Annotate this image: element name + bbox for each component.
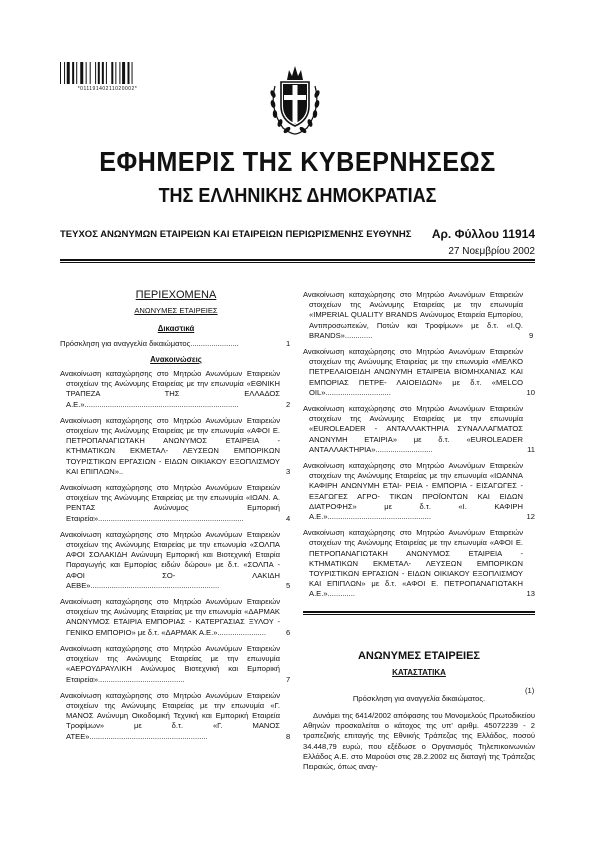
entry-text: Πρόσκληση για αναγγελία δικαιώματος.......................: [60, 338, 239, 348]
entry-text: Ανακοίνωση καταχώρησης στο Μητρώο Ανωνύμων Εταιρειών στοιχείων της Ανώνυμης Εταιρείας με την επωνυμία «Γ. ΜΑΝΟΣ Ανώνυμη Οικοδομική Τεχνική και Εμπορική Εταιρεία Τροφίμων» με δ.τ. «Γ. ΜΑΝΟΣ ΑΤΕΕ»........................................................: [60, 690, 280, 741]
entry-text: Ανακοίνωση καταχώρησης στο Μητρώο Ανωνύμων Εταιρειών στοιχείων της Ανώνυμης Εταιρείας με την επωνυμία «EUROLEADER - ΑΝΤΑΛΛΑΚΤΗΡΙΑ ΣΥΝΑΛΛΑΓΜΑΤΟΣ ΑΝΩΝΥΜΗ ΕΤΑΙΡΙΑ» με δ.τ. «EUROLEADER ΑΝΤΑΛΛΑΚΤΗΡΙΑ»...........................: [303, 404, 523, 454]
entry-text: Ανακοίνωση καταχώρησης στο Μητρώο Ανωνύμων Εταιρειών στοιχείων της Ανώνυμης Εταιρείας με την επωνυμία «ΣΟΛΠΑ ΑΦΟΙ ΣΟΛΑΚΙΔΗ Ανώνυμη Εμπορική και Βιοτεχνική Εταιρία Παραγωγής και Εμπορίας ειδών δώρου» με δ.τ. «ΣΟΛΠΑ - ΑΦΟΙ ΣΟ- ΛΑΚΙΔΗ ΑΕΒΕ».............................................................: [60, 529, 280, 590]
contents-left-column: [60, 290, 292, 748]
section-rule: [303, 611, 535, 613]
right-entries-list: [303, 290, 535, 600]
announcements-heading: Ανακοινώσεις: [150, 354, 202, 364]
contents-heading: ΠΕΡΙΕΧΟΜΕΝΑ: [135, 289, 217, 301]
header-rule-thin: [60, 262, 535, 263]
contents-entry: Ανακοίνωση καταχώρησης στο Μητρώο Ανωνύμων Εταιρειών στοιχείων της Ανώνυμης Εταιρείας με την επωνυμία «Γ. ΜΑΝΟΣ Ανώνυμη Οικοδομική Τεχνική και Εμπορική Εταιρεία Τροφίμων» με δ.τ. «Γ. ΜΑΝΟΣ ΑΤΕΕ»........................................................ 8: [60, 690, 291, 741]
contents-entry: Ανακοίνωση καταχώρησης στο Μητρώο Ανωνύμων Εταιρειών στοιχείων της Ανώνυμης Εταιρείας με την επωνυμία «ΑΦΟΙ Ε. ΠΕΤΡΟΠΑΝΑΓΙΩΤΑΚΗ ΑΝΩΝΥΜΟΣ ΕΤΑΙΡΕΙΑ - ΚΤΗΜΑΤΙΚΩΝ ΕΚΜΕΤΑΛ- ΛΕΥΣΕΩΝ ΕΜΠΟΡΙΚΩΝ ΤΟΥΡΙΣΤΙΚΩΝ ΕΡΓΑΣΙΩΝ - ΕΙΔΩΝ ΟΙΚΙΑΚΟΥ ΕΞΟΠΛΙΣΜΟΥ ΚΑΙ ΕΠΙΠΛΩΝ».. 3: [60, 415, 291, 476]
item-heading: Πρόσκληση για αναγγελία δικαιώματος.: [352, 694, 486, 703]
item-number: (1): [525, 686, 535, 695]
contents-entry: Ανακοίνωση καταχώρησης στο Μητρώο Ανωνύμων Εταιρειών στοιχείων της Ανώνυμης Εταιρείας με την επωνυμία «IMPERIAL QUALITY BRANDS Ανώνυμος Εταιρεία Εμπορίου, Αντιπροσωπειών, Ποτών και Τροφίμων» με δ.τ. «I.Q. BRANDS»............. 9: [303, 290, 534, 340]
entry-text: Ανακοίνωση καταχώρησης στο Μητρώο Ανωνύμων Εταιρειών στοιχείων της Ανώνυμης Εταιρείας με την επωνυμία «IMPERIAL QUALITY BRANDS Ανώνυμος Εταιρεία Εμπορίου, Αντιπροσωπειών, Ποτών και Τροφίμων» με δ.τ. «I.Q. BRANDS».............: [303, 290, 523, 340]
contents-entry: Πρόσκληση για αναγγελία δικαιώματος....................... 1: [60, 338, 291, 348]
section-rule-thin: [303, 614, 535, 615]
judicial-heading: Δικαστικά: [157, 324, 195, 334]
entry-page: 11: [527, 444, 535, 454]
contents-right-column: [303, 290, 535, 606]
entry-page: 10: [526, 387, 535, 397]
issue-line: [60, 229, 535, 241]
subsection-title: ΚΑΤΑΣΤΑΤΙΚΑ: [392, 668, 446, 677]
contents-entry: [303, 347, 535, 398]
issue-type: ΤΕΥΧΟΣ ΑΝΩΝΥΜΩΝ ΕΤΑΙΡΕΙΩΝ ΚΑΙ ΕΤΑΙΡΕΙΩΝ ΠΕΡΙΩΡΙΣΜΕΝΗΣ ΕΥΘΥΝΗΣ: [60, 229, 412, 240]
contents-entry: Ανακοίνωση καταχώρησης στο Μητρώο Ανωνύμων Εταιρειών στοιχείων της Ανώνυμης Εταιρείας με την επωνυμία «ΕΘΝΙΚΗ ΤΡΑΠΕΖΑ ΤΗΣ ΕΛΛΑΔΟΣ Α.Ε.»......................................................................... 2: [60, 369, 291, 409]
publication-date: 27 Νοεμβρίου 2002: [448, 246, 535, 257]
contents-entry: Ανακοίνωση καταχώρησης στο Μητρώο Ανωνύμων Εταιρειών στοιχείων της Ανώνυμης Εταιρείας με την επωνυμία «ΣΟΛΠΑ ΑΦΟΙ ΣΟΛΑΚΙΔΗ Ανώνυμη Εμπορική και Βιοτεχνική Εταιρία Παραγωγής και Εμπορίας ειδών δώρου» με δ.τ. «ΣΟΛΠΑ - ΑΦΟΙ ΣΟ- ΛΑΚΙΔΗ ΑΕΒΕ»............................................................. 5: [60, 529, 291, 590]
contents-entry: Ανακοίνωση καταχώρησης στο Μητρώο Ανωνύμων Εταιρειών στοιχείων της Ανώνυμης Εταιρείας με την επωνυμία «ΑΕΡΟΥΔΡΑΥΛΙΚΗ Ανώνυμος Βιοτεχνική και Εμπορική Εταιρεία»......................................... 7: [60, 643, 291, 684]
contents-entry: [303, 461, 535, 522]
left-entries-list: [60, 369, 292, 742]
entry-text: Ανακοίνωση καταχώρησης στο Μητρώο Ανωνύμων Εταιρειών στοιχείων της Ανώνυμης Εταιρείας με την επωνυμία «ΕΘΝΙΚΗ ΤΡΑΠΕΖΑ ΤΗΣ ΕΛΛΑΔΟΣ Α.Ε.».........................................................................: [60, 369, 280, 409]
entry-text: Ανακοίνωση καταχώρησης στο Μητρώο Ανωνύμων Εταιρειών στοιχείων της Ανώνυμης Εταιρείας με την επωνυμία «ΔΑΡΜΑΚ ΑΝΩΝΥΜΟΣ ΕΤΑΙΡΙΑ ΕΜΠΟΡΙΑΣ - ΚΑΤΕΡΓΑΣΙΑΣ ΞΥΛΟΥ - ΓΕΝΙΚΟ ΕΜΠΟΡΙΟ» με δ.τ. «ΔΑΡΜΑΚ Α.Ε.».......................: [60, 597, 280, 637]
entry-text: Ανακοίνωση καταχώρησης στο Μητρώο Ανωνύμων Εταιρειών στοιχείων της Ανώνυμης Εταιρείας με την επωνυμία «ΑΕΡΟΥΔΡΑΥΛΙΚΗ Ανώνυμος Βιοτεχνική και Εμπορική Εταιρεία».........................................: [60, 643, 280, 684]
contents-entry: Ανακοίνωση καταχώρησης στο Μητρώο Ανωνύμων Εταιρειών στοιχείων της Ανώνυμης Εταιρείας με την επωνυμία «ΔΑΡΜΑΚ ΑΝΩΝΥΜΟΣ ΕΤΑΙΡΙΑ ΕΜΠΟΡΙΑΣ - ΚΑΤΕΡΓΑΣΙΑΣ ΞΥΛΟΥ - ΓΕΝΙΚΟ ΕΜΠΟΡΙΟ» με δ.τ. «ΔΑΡΜΑΚ Α.Ε.»....................... 6: [60, 597, 291, 637]
entry-page: 12: [526, 512, 535, 522]
barcode-number: *01119140211020002*: [77, 86, 138, 92]
contents-entry: Ανακοίνωση καταχώρησης στο Μητρώο Ανωνύμων Εταιρειών στοιχείων της Ανώνυμης Εταιρείας με την επωνυμία «ΙΩΑΝ. Α. ΡΕΝΤΑΣ Ανώνυμος Εμπορική Εταιρεία»..................................................................... 4: [60, 483, 291, 523]
entry-text: Ανακοίνωση καταχώρησης στο Μητρώο Ανωνύμων Εταιρειών στοιχείων της Ανώνυμης Εταιρείας με την επωνυμία «ΙΩΑΝΝΑ ΚΑΦΙΡΗ ΑΝΩΝΥΜΗ ΕΤΑΙ- ΡΕΙΑ - ΕΜΠΟΡΙΑ - ΕΙΣΑΓΩΓΕΣ - ΕΞΑΓΩΓΕΣ ΑΓΡΟ- ΤΙΚΩΝ ΠΡΟΪΟΝΤΩΝ ΚΑΙ ΕΙΔΩΝ ΔΙΑΤΡΟΦΗΣ» με δ.τ. «Ι. ΚΑΦΙΡΗ Α.Ε.».................................................: [303, 461, 523, 522]
entry-text: Ανακοίνωση καταχώρησης στο Μητρώο Ανωνύμων Εταιρειών στοιχείων της Ανώνυμης Εταιρείας με την επωνυμία «ΙΩΑΝ. Α. ΡΕΝΤΑΣ Ανώνυμος Εμπορική Εταιρεία».....................................................................: [60, 483, 280, 523]
entry-text: Ανακοίνωση καταχώρησης στο Μητρώο Ανωνύμων Εταιρειών στοιχείων της Ανώνυμης Εταιρείας με την επωνυμία «ΜΕΛΚΟ ΠΕΤΡΕΛΑΙΟΕΙΔΗ ΑΝΩΝΥΜΗ ΕΤΑΙΡΕΙΑ ΒΙΟΜΗΧΑΝΙΑΣ ΚΑΙ ΕΜΠΟΡΙΑΣ ΠΕΤΡΕ- ΛΑΙΟΕΙΔΩΝ» με δ.τ. «MELCO OIL»...............................: [303, 347, 523, 397]
contents-entry: [303, 404, 535, 455]
contents-entry: [303, 528, 535, 599]
section-title: ΑΝΩΝΥΜΕΣ ΕΤΑΙΡΕΙΕΣ: [357, 650, 481, 662]
contents-section: ΑΝΩΝΥΜΕΣ ΕΤΑΙΡΕΙΕΣ: [134, 306, 218, 316]
item-text: Δυνάμει της 6414/2002 απόφασης του Μονομελούς Πρωτοδικείου Αθηνών προσκαλείται ο κάτοχος της υπ' αριθμ. 45072239 - 2 τραπεζικής επιταγής της Εθνικής Τράπεζας της Ελλάδος, ποσού 34.448,79 ευρώ, που εξέδωσε ο Οργανισμός Τηλεπικοινωνιών Ελλάδος Α.Ε. στο Μαρούσι στις 28.2.2002 εις διαταγή της Τράπεζας Πειραιώς, όπως αναγ-: [303, 711, 535, 772]
header-rule: [60, 259, 535, 261]
greek-coat-of-arms-emblem: [261, 58, 329, 138]
sheet-number: Αρ. Φύλλου 11914: [431, 227, 535, 241]
barcode: [60, 62, 155, 84]
entry-page: 13: [526, 589, 535, 599]
entry-text: Ανακοίνωση καταχώρησης στο Μητρώο Ανωνύμων Εταιρειών στοιχείων της Ανώνυμης Εταιρείας με την επωνυμία «ΑΦΟΙ Ε. ΠΕΤΡΟΠΑΝΑΓΙΩΤΑΚΗ ΑΝΩΝΥΜΟΣ ΕΤΑΙΡΕΙΑ - ΚΤΗΜΑΤΙΚΩΝ ΕΚΜΕΤΑΛ- ΛΕΥΣΕΩΝ ΕΜΠΟΡΙΚΩΝ ΤΟΥΡΙΣΤΙΚΩΝ ΕΡΓΑΣΙΩΝ - ΕΙΔΩΝ ΟΙΚΙΑΚΟΥ ΕΞΟΠΛΙΣΜΟΥ ΚΑΙ ΕΠΙΠΛΩΝ» με δ.τ. «ΑΦΟΙ Ε. ΠΕΤΡΟΠΑΝΑΓΙΩΤΑΚΗ Α.Ε.».............: [303, 528, 523, 599]
gazette-title: ΕΦΗΜΕΡΙΣ ΤΗΣ ΚΥΒΕΡΝΗΣΕΩΣ: [99, 146, 496, 177]
gazette-subtitle: ΤΗΣ ΕΛΛΗΝΙΚΗΣ ΔΗΜΟΚΡΑΤΙΑΣ: [158, 185, 437, 207]
entry-text: Ανακοίνωση καταχώρησης στο Μητρώο Ανωνύμων Εταιρειών στοιχείων της Ανώνυμης Εταιρείας με την επωνυμία «ΑΦΟΙ Ε. ΠΕΤΡΟΠΑΝΑΓΙΩΤΑΚΗ ΑΝΩΝΥΜΟΣ ΕΤΑΙΡΕΙΑ - ΚΤΗΜΑΤΙΚΩΝ ΕΚΜΕΤΑΛ- ΛΕΥΣΕΩΝ ΕΜΠΟΡΙΚΩΝ ΤΟΥΡΙΣΤΙΚΩΝ ΕΡΓΑΣΙΩΝ - ΕΙΔΩΝ ΟΙΚΙΑΚΟΥ ΕΞΟΠΛΙΣΜΟΥ ΚΑΙ ΕΠΙΠΛΩΝ»..: [60, 415, 280, 476]
